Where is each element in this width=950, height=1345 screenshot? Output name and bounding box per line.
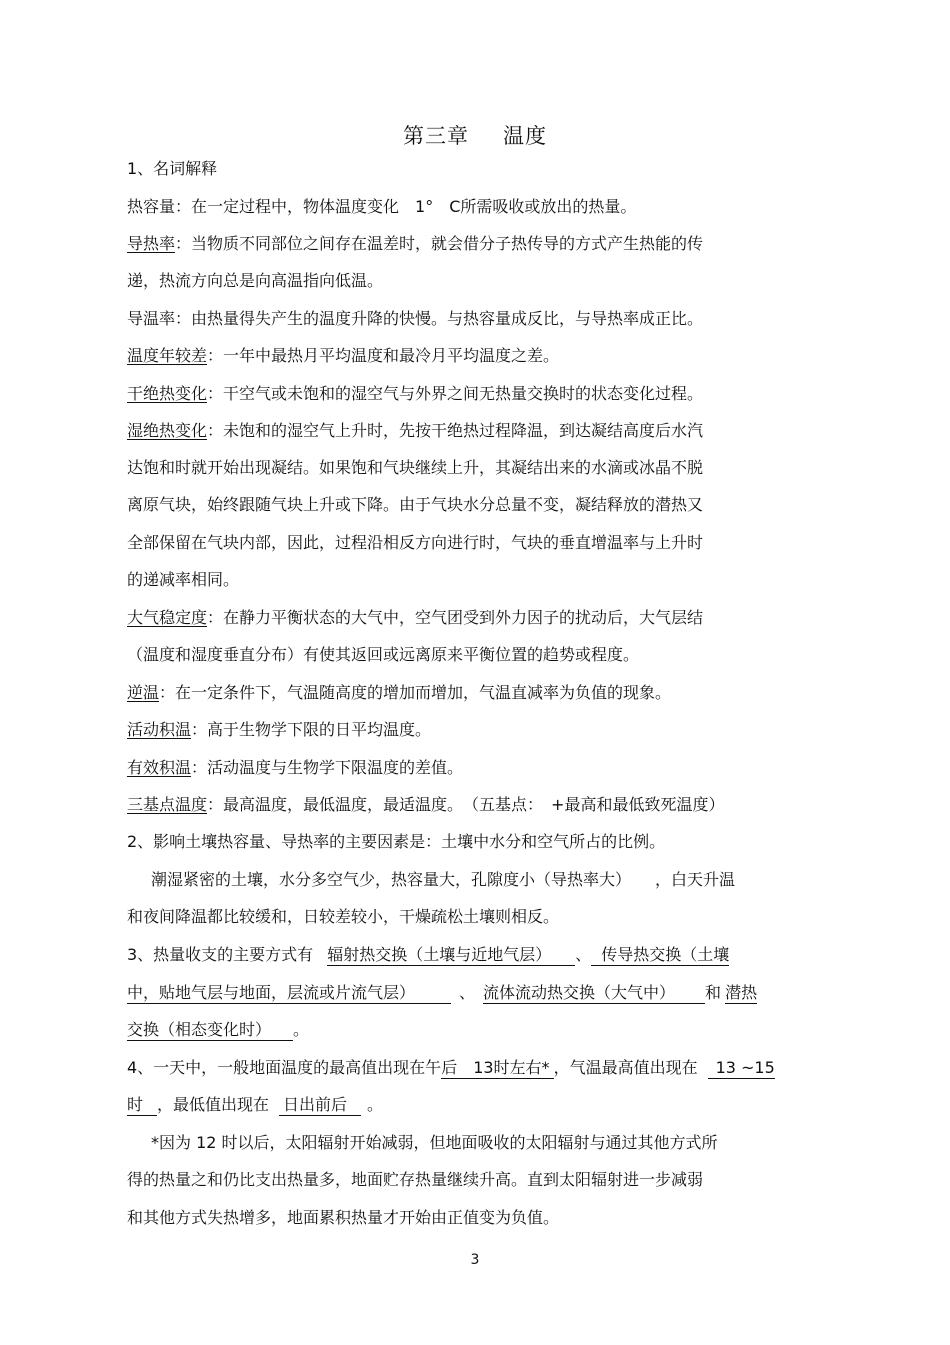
term-inversion: 逆温：在一定条件下，气温随高度的增加而增加，气温直减率为负值的现象。 [127, 683, 672, 702]
term-conductivity: 导热率：当物质不同部位之间存在温差时，就会借分子热传导的方式产生热能的传 [127, 234, 704, 253]
chapter-title [0, 120, 950, 150]
answer-blank: 交换（相态变化时） [127, 1020, 293, 1041]
question-4-cont: 时 ，最低值出现在 日出前后 。 [127, 1095, 384, 1114]
term-definition-cont: 的递减率相同。 [127, 570, 240, 589]
term-label: 湿绝热变化 [127, 421, 208, 440]
chapter-name: 温度 [503, 124, 547, 148]
question-4: 4、一天中，一般地面温度的最高值出现在午后 13时左右* ，气温最高值出现在 13 ~15 [127, 1058, 775, 1077]
term-dry-adiabatic: 干绝热变化：干空气或未饱和的湿空气与外界之间无热量交换时的状态变化过程。 [127, 384, 704, 403]
question-3: 3、热量收支的主要方式有 辐射热交换（土壤与近地气层） 、 传导热交换（土壤 [127, 945, 730, 964]
term-heat-capacity: 热容量：在一定过程中，物体温度变化 1° C所需吸收或放出的热量。 [127, 197, 637, 216]
term-definition: 高于生物学下限的日平均温度。 [207, 720, 432, 739]
term-label: 三基点温度 [127, 795, 208, 814]
answer-blank: 13 ~15 [708, 1058, 775, 1079]
question-3-cont: 中，贴地气层与地面，层流或片流气层） 、 流体流动热交换（大气中） 和 潜热 [127, 983, 758, 1002]
chapter-number: 第三章 [403, 124, 469, 148]
answer-blank: 潜热 [725, 983, 758, 1002]
term-wet-adiabatic: 湿绝热变化：未饱和的湿空气上升时，先按干绝热过程降温，到达凝结高度后水汽 [127, 421, 704, 440]
term-definition: 活动温度与生物学下限温度的差值。 [207, 758, 464, 777]
answer-paragraph: 和夜间降温都比较缓和，日较差较小，干燥疏松土壤则相反。 [127, 907, 560, 926]
term-label: 逆温 [127, 683, 160, 702]
term-label: 热容量 [127, 197, 176, 216]
term-label: 温度年较差 [127, 346, 208, 365]
term-definition: 在一定条件下，气温随高度的增加而增加，气温直减率为负值的现象。 [175, 683, 672, 702]
term-definition: 干空气或未饱和的湿空气与外界之间无热量交换时的状态变化过程。 [223, 384, 704, 403]
term-definition-cont: 达饱和时就开始出现凝结。如果饱和气块继续上升，其凝结出来的水滴或冰晶不脱 [127, 458, 704, 477]
term-diffusivity: 导温率：由热量得失产生的温度升降的快慢。与热容量成反比，与导热率成正比。 [127, 309, 704, 328]
footnote: 得的热量之和仍比支出热量多，地面贮存热量继续升高。直到太阳辐射进一步减弱 [127, 1170, 704, 1189]
term-definition: 当物质不同部位之间存在温差时，就会借分子热传导的方式产生热能的传 [191, 234, 704, 253]
answer-blank: 后 13时左右* [441, 1058, 553, 1079]
term-definition-cont: （温度和湿度垂直分布）有使其返回或远离原来平衡位置的趋势或程度。 [127, 645, 640, 664]
section-heading: 1、名词解释 [127, 159, 218, 178]
answer-paragraph: 潮湿紧密的土壤，水分多空气少，热容量大，孔隙度小（导热率大） ，白天升温 [151, 870, 736, 889]
term-annual-range: 温度年较差：一年中最热月平均温度和最冷月平均温度之差。 [127, 346, 560, 365]
answer-blank: 时 [127, 1095, 157, 1116]
term-label: 活动积温 [127, 720, 192, 739]
answer-blank: 日出前后 [279, 1095, 361, 1116]
footnote: 和其他方式失热增多，地面累积热量才开始由正值变为负值。 [127, 1208, 560, 1227]
term-effective-accumulated: 有效积温：活动温度与生物学下限温度的差值。 [127, 758, 464, 777]
term-definition: 未饱和的湿空气上升时，先按干绝热过程降温，到达凝结高度后水汽 [223, 421, 704, 440]
answer-blank: 中，贴地气层与地面，层流或片流气层） [127, 983, 451, 1004]
answer-blank: 传导热交换（土壤 [591, 945, 729, 966]
term-three-points: 三基点温度：最高温度，最低温度，最适温度。 （五基点： +最高和最低致死温度） [127, 795, 725, 814]
answer-blank: 流体流动热交换（大气中） [483, 983, 705, 1004]
term-definition-cont: 离原气块，始终跟随气块上升或下降。由于气块水分总量不变，凝结释放的潜热又 [127, 495, 704, 514]
question-3-cont: 交换（相态变化时） 。 [127, 1020, 310, 1039]
term-definition: 在静力平衡状态的大气中，空气团受到外力因子的扰动后，大气层结 [223, 608, 704, 627]
term-label: 导温率 [127, 309, 176, 328]
term-label: 导热率 [127, 234, 176, 253]
term-definition-cont: 递，热流方向总是向高温指向低温。 [127, 271, 384, 290]
term-label: 干绝热变化 [127, 384, 208, 403]
term-active-accumulated: 活动积温：高于生物学下限的日平均温度。 [127, 720, 432, 739]
term-stability: 大气稳定度：在静力平衡状态的大气中，空气团受到外力因子的扰动后，大气层结 [127, 608, 704, 627]
term-definition: 最高温度，最低温度，最适温度。 （五基点： +最高和最低致死温度） [223, 795, 725, 814]
answer-blank: 辐射热交换（土壤与近地气层） [327, 945, 575, 966]
term-label: 大气稳定度 [127, 608, 208, 627]
page-number: 3 [470, 1252, 480, 1268]
term-definition: 由热量得失产生的温度升降的快慢。与热容量成反比，与导热率成正比。 [191, 309, 704, 328]
term-label: 有效积温 [127, 758, 192, 777]
footnote: *因为 12 时以后，太阳辐射开始减弱，但地面吸收的太阳辐射与通过其他方式所 [151, 1133, 718, 1152]
question-2: 2、影响土壤热容量、导热率的主要因素是：土壤中水分和空气所占的比例。 [127, 832, 666, 851]
term-definition: 在一定过程中，物体温度变化 1° C所需吸收或放出的热量。 [191, 197, 637, 216]
term-definition: 一年中最热月平均温度和最冷月平均温度之差。 [223, 346, 560, 365]
term-definition-cont: 全部保留在气块内部，因此，过程沿相反方向进行时，气块的垂直增温率与上升时 [127, 533, 704, 552]
